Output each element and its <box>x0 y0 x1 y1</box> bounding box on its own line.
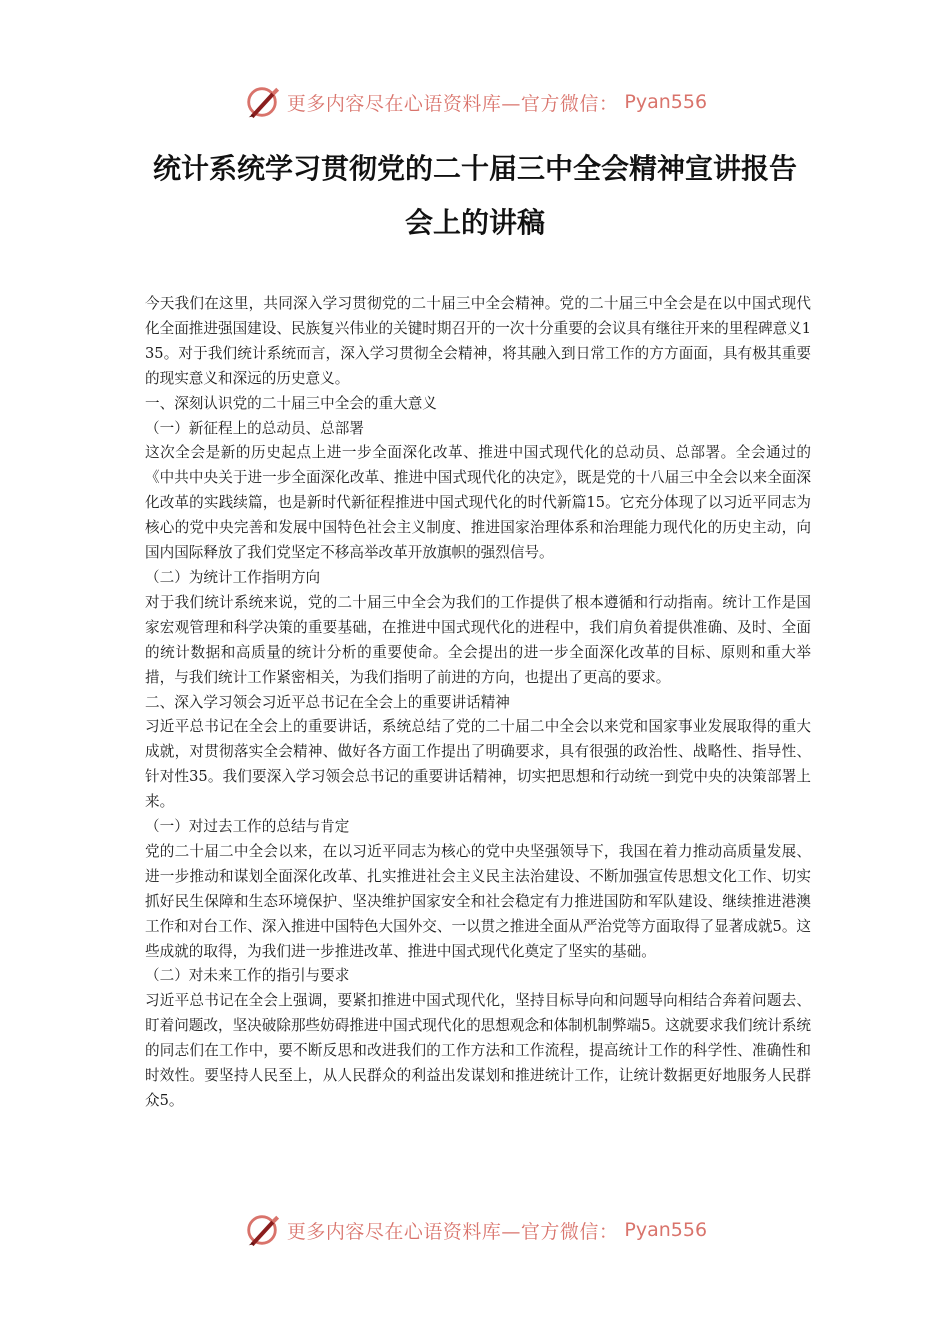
body-paragraph: 党的二十届二中全会以来，在以习近平同志为核心的党中央坚强领导下，我国在着力推动高质量发展、进一步推动和谋划全面深化改革、扎实推进社会主义民主法治建设、不断加强宣传思想文化工作、切实抓好民生保障和生态环境保护、坚决维护国家安全和社会稳定有力推进国防和军队建设、继续推进港澳工作和对台工作、深入推进中国特色大国外交、一以贯之推进全面从严治党等方面取得了显著成就5。这些成就的取得，为我们进一步推进改革、推进中国式现代化奠定了坚实的基础。 <box>145 842 812 960</box>
document-title-line-1: 统计系统学习贯彻党的二十届三中全会精神宣讲报告 <box>152 152 797 185</box>
body-paragraph: 对于我们统计系统来说，党的二十届三中全会为我们的工作提供了根本遵循和行动指南。统计工作是国家宏观管理和科学决策的重要基础，在推进中国式现代化的进程中，我们肩负着提供准确、及时、全面的统计数据和高质量的统计分析的重要使命。全会提出的进一步全面深化改革的目标、原则和重大举措，与我们统计工作紧密相关，为我们指明了前进的方向，也提出了更高的要求。 <box>145 593 811 686</box>
document-body <box>145 292 811 1114</box>
body-paragraph: 这次全会是新的历史起点上进一步全面深化改革、推进中国式现代化的总动员、总部署。全会通过的《中共中央关于进一步全面深化改革、推进中国式现代化的决定》，既是党的十八届三中全会以来全面深化改革的实践续篇，也是新时代新征程推进中国式现代化的时代新篇15。它充分体现了以习近平同志为核心的党中央完善和发展中国特色社会主义制度、推进国家治理体系和治理能力现代化的历史主动，向国内国际释放了我们党坚定不移高举改革开放旗帜的强烈信号。 <box>145 444 811 562</box>
watermark-text: 更多内容尽在心语资料库—官方微信： <box>286 1220 619 1243</box>
body-paragraph: 习近平总书记在全会上的重要讲话，系统总结了党的二十届二中全会以来党和国家事业发展取得的重大成就，对贯彻落实全会精神、做好各方面工作提出了明确要求，具有很强的政治性、战略性、指导性、针对性35。我们要深入学习领会总书记的重要讲话精神，切实把思想和行动统一到党中央的决策部署上来。 <box>145 718 811 811</box>
pen-logo-icon <box>243 1211 281 1249</box>
subsection-heading-2-1: （一）对过去工作的总结与肯定 <box>145 818 350 836</box>
body-paragraph: 习近平总书记在全会上强调，要紧扣推进中国式现代化，坚持目标导向和问题导向相结合奔着问题去、盯着问题改，坚决破除那些妨碍推进中国式现代化的思想观念和体制机制弊端5。这就要求我们统计系统的同志们在工作中，要不断反思和改进我们的工作方法和工作流程，提高统计工作的科学性、准确性和时效性。要坚持人民至上，从人民群众的利益出发谋划和推进统计工作，让统计数据更好地服务人民群众5。 <box>145 992 812 1109</box>
document-title-line-2: 会上的讲稿 <box>404 206 545 239</box>
watermark-text: 更多内容尽在心语资料库—官方微信： <box>286 92 619 115</box>
watermark-wechat-id: Pyan556 <box>624 91 708 113</box>
header-watermark-inner <box>243 83 707 121</box>
footer-watermark-banner <box>0 1208 950 1252</box>
section-heading-1: 一、深刻认识党的二十届三中全会的重大意义 <box>145 394 437 412</box>
subsection-heading-2-2: （二）对未来工作的指引与要求 <box>145 967 350 985</box>
pen-logo-icon <box>243 83 281 121</box>
watermark-wechat-id: Pyan556 <box>624 1219 708 1241</box>
section-heading-2: 二、深入学习领会习近平总书记在全会上的重要讲话精神 <box>145 693 510 711</box>
document-title <box>100 142 850 250</box>
subsection-heading-1-1: （一）新征程上的总动员、总部署 <box>145 419 364 437</box>
subsection-heading-1-2: （二）为统计工作指明方向 <box>145 568 321 586</box>
footer-watermark-inner <box>243 1211 707 1249</box>
intro-paragraph: 今天我们在这里，共同深入学习贯彻党的二十届三中全会精神。党的二十届三中全会是在以中国式现代化全面推进强国建设、民族复兴伟业的关键时期召开的一次十分重要的会议具有继往开来的里程碑意义135。对于我们统计系统而言，深入学习贯彻全会精神，将其融入到日常工作的方方面面，具有极其重要的现实意义和深远的历史意义。 <box>145 295 812 387</box>
header-watermark-banner <box>0 80 950 124</box>
